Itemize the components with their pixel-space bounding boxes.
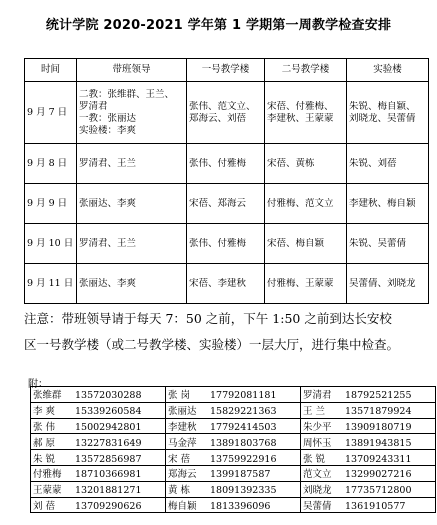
- schedule-cell-b1: [187, 264, 265, 304]
- contact-phone: 18792521255: [345, 390, 412, 402]
- contact-phone: 1813396096: [210, 500, 271, 512]
- header-time: 时间: [25, 59, 77, 82]
- schedule-cell-lab: [347, 264, 429, 304]
- contact-cell: [166, 402, 301, 418]
- contact-cell: [166, 465, 301, 481]
- contact-phone: 13709290626: [75, 500, 142, 512]
- contact-name: 付雅梅: [33, 469, 62, 481]
- contact-cell: [301, 450, 436, 466]
- contact-row: [31, 434, 436, 450]
- contact-phone: 1399187587: [210, 469, 271, 481]
- schedule-cell-b1: [187, 144, 265, 184]
- contact-name: 王 兰: [303, 406, 326, 418]
- contact-cell: [31, 450, 166, 466]
- schedule-cell-b1: [187, 82, 265, 144]
- schedule-cell-line: 朱锐、吴蕾倩: [349, 237, 407, 249]
- contact-name: 刘晓龙: [303, 485, 332, 497]
- contact-row: [31, 402, 436, 418]
- contact-name: 朱 锐: [33, 453, 56, 465]
- schedule-row: [25, 82, 429, 144]
- header-leader: 带班领导: [77, 59, 187, 82]
- notice-line-2: 区一号教学楼（或二号教学楼、实验楼）一层大厅，进行集中检查。: [24, 337, 400, 352]
- contact-cell: [301, 481, 436, 497]
- contacts-table: [30, 386, 436, 513]
- schedule-cell-line: 付雅梅、范文立: [267, 197, 334, 209]
- contact-phone: 13909180719: [345, 421, 412, 433]
- schedule-cell-line: 张丽达、李爽: [79, 277, 137, 289]
- header-building-2: 二号教学楼: [265, 59, 347, 82]
- contact-cell: [301, 434, 436, 450]
- contact-phone: 13299027216: [345, 469, 412, 481]
- schedule-cell-line: 宋蓓、李建秋: [189, 277, 247, 289]
- contact-name: 范文立: [303, 469, 332, 481]
- contact-phone: 18091392335: [210, 485, 277, 497]
- schedule-cell-line: 付雅梅、王蒙蒙: [267, 277, 334, 289]
- schedule-cell-b2: [265, 82, 347, 144]
- schedule-cell-line: 罗清君、王兰: [79, 157, 137, 169]
- contact-phone: 17792081181: [210, 390, 277, 402]
- schedule-date: 9 月 11 日: [25, 264, 77, 304]
- schedule-cell-line: 郑海云、刘蓓: [189, 112, 247, 124]
- contact-cell: [31, 465, 166, 481]
- schedule-cell-leaders: [77, 144, 187, 184]
- contact-name: 张 锐: [303, 453, 326, 465]
- header-building-1: 一号教学楼: [187, 59, 265, 82]
- schedule-date: 9 月 7 日: [25, 82, 77, 144]
- contact-name: 郑海云: [168, 469, 197, 481]
- contact-cell: [31, 497, 166, 513]
- schedule-cell-leaders: [77, 184, 187, 224]
- contact-cell: [301, 465, 436, 481]
- contact-cell: [31, 402, 166, 418]
- schedule-cell-lab: [347, 184, 429, 224]
- contact-name: 张丽达: [168, 406, 197, 418]
- schedule-cell-line: 宋蓓、付雅梅、: [267, 100, 334, 112]
- contact-name: 郝 原: [33, 437, 56, 449]
- contact-cell: [31, 434, 166, 450]
- contact-cell: [301, 418, 436, 434]
- schedule-cell-lab: [347, 224, 429, 264]
- schedule-cell-line: 罗清君、王兰: [79, 237, 137, 249]
- schedule-cell-line: 张丽达、李爽: [79, 197, 137, 209]
- schedule-cell-leaders: [77, 82, 187, 144]
- schedule-cell-line: 朱锐、梅自颖、: [349, 100, 416, 112]
- contact-phone: 15002942801: [75, 421, 142, 433]
- contact-row: [31, 418, 436, 434]
- contact-phone: 13759922916: [210, 453, 277, 465]
- schedule-cell-line: 宋蓓、黄栋: [267, 157, 315, 169]
- header-lab-building: 实验楼: [347, 59, 429, 82]
- contact-phone: 1361910577: [345, 500, 406, 512]
- contact-cell: [301, 387, 436, 403]
- contact-phone: 17792414503: [210, 421, 277, 433]
- contact-phone: 15829221363: [210, 406, 277, 418]
- contact-name: 刘 蓓: [33, 500, 56, 512]
- contact-cell: [166, 497, 301, 513]
- document-title: 统计学院 2020-2021 学年第 1 学期第一周教学检查安排: [45, 18, 392, 33]
- schedule-cell-b1: [187, 184, 265, 224]
- contact-name: 李 爽: [33, 406, 56, 418]
- schedule-cell-line: 吴蕾倩、刘晓龙: [349, 277, 416, 289]
- contact-phone: 17735712800: [345, 485, 412, 497]
- contact-cell: [166, 387, 301, 403]
- contact-row: [31, 450, 436, 466]
- schedule-cell-line: 宋蓓、梅自颖: [267, 237, 325, 249]
- schedule-row: [25, 224, 429, 264]
- contact-name: 张 岗: [168, 390, 191, 402]
- contact-name: 朱少平: [303, 421, 332, 433]
- contact-name: 王蒙蒙: [33, 485, 62, 497]
- schedule-cell-leaders: [77, 264, 187, 304]
- schedule-row: [25, 144, 429, 184]
- schedule-cell-line: 张伟、付雅梅: [189, 157, 247, 169]
- contact-name: 周怀玉: [303, 437, 332, 449]
- schedule-table: [24, 58, 429, 304]
- schedule-cell-b2: [265, 224, 347, 264]
- schedule-row: [25, 264, 429, 304]
- contact-name: 张维群: [33, 390, 62, 402]
- contact-row: [31, 497, 436, 513]
- contact-cell: [166, 481, 301, 497]
- contact-phone: 13709243311: [345, 453, 412, 465]
- contact-name: 罗清君: [303, 390, 332, 402]
- schedule-cell-lab: [347, 82, 429, 144]
- contact-row: [31, 465, 436, 481]
- contact-cell: [166, 418, 301, 434]
- contact-phone: 13572856987: [75, 453, 142, 465]
- attachment-label: 附：: [28, 379, 48, 390]
- schedule-header-row: [25, 59, 429, 82]
- schedule-cell-b1: [187, 224, 265, 264]
- contact-phone: 13891943815: [345, 437, 412, 449]
- contact-cell: [301, 402, 436, 418]
- contact-phone: 15339260584: [75, 406, 142, 418]
- contact-name: 梅自颖: [168, 500, 197, 512]
- schedule-cell-line: 李建秋、梅自颖: [349, 197, 416, 209]
- schedule-date: 9 月 9 日: [25, 184, 77, 224]
- contact-name: 吴蕾倩: [303, 500, 332, 512]
- schedule-date: 9 月 10 日: [25, 224, 77, 264]
- contact-cell: [31, 387, 166, 403]
- contact-name: 李建秋: [168, 421, 197, 433]
- schedule-row: [25, 184, 429, 224]
- contact-cell: [31, 418, 166, 434]
- contact-name: 宋 蓓: [168, 453, 191, 465]
- schedule-cell-line: 罗清君: [79, 100, 108, 112]
- contact-phone: 13227831649: [75, 437, 142, 449]
- schedule-cell-line: 宋蓓、郑海云: [189, 197, 247, 209]
- schedule-cell-line: 一教：张丽达: [79, 112, 137, 124]
- schedule-cell-lab: [347, 144, 429, 184]
- schedule-cell-line: 张伟、范文立、: [189, 100, 256, 112]
- schedule-cell-line: 张伟、付雅梅: [189, 237, 247, 249]
- schedule-cell-line: 实验楼：李爽: [79, 124, 137, 136]
- contact-phone: 13572030288: [75, 390, 142, 402]
- contact-name: 张 伟: [33, 421, 56, 433]
- contact-cell: [166, 434, 301, 450]
- contact-row: [31, 481, 436, 497]
- contact-name: 黄 栋: [168, 485, 191, 497]
- schedule-date: 9 月 8 日: [25, 144, 77, 184]
- schedule-cell-line: 二教：张维群、王兰、: [79, 88, 175, 100]
- schedule-cell-line: 朱锐、刘蓓: [349, 157, 397, 169]
- contact-cell: [301, 497, 436, 513]
- contact-phone: 18710366981: [75, 469, 142, 481]
- notice-line-1: 注意：带班领导请于每天 7：50 之前，下午 1:50 之前到达长安校: [24, 311, 392, 326]
- contact-cell: [166, 450, 301, 466]
- schedule-cell-b2: [265, 264, 347, 304]
- schedule-cell-b2: [265, 144, 347, 184]
- schedule-cell-leaders: [77, 224, 187, 264]
- contact-phone: 13571879924: [345, 406, 412, 418]
- contact-phone: 13201881271: [75, 485, 142, 497]
- contact-phone: 13891803768: [210, 437, 277, 449]
- contact-row: [31, 387, 436, 403]
- notice-text: [24, 306, 434, 358]
- schedule-cell-line: 李建秋、王蒙蒙: [267, 112, 334, 124]
- contact-name: 马金萍: [168, 437, 197, 449]
- contact-cell: [31, 481, 166, 497]
- schedule-cell-line: 刘晓龙、吴蕾倩: [349, 112, 416, 124]
- schedule-cell-b2: [265, 184, 347, 224]
